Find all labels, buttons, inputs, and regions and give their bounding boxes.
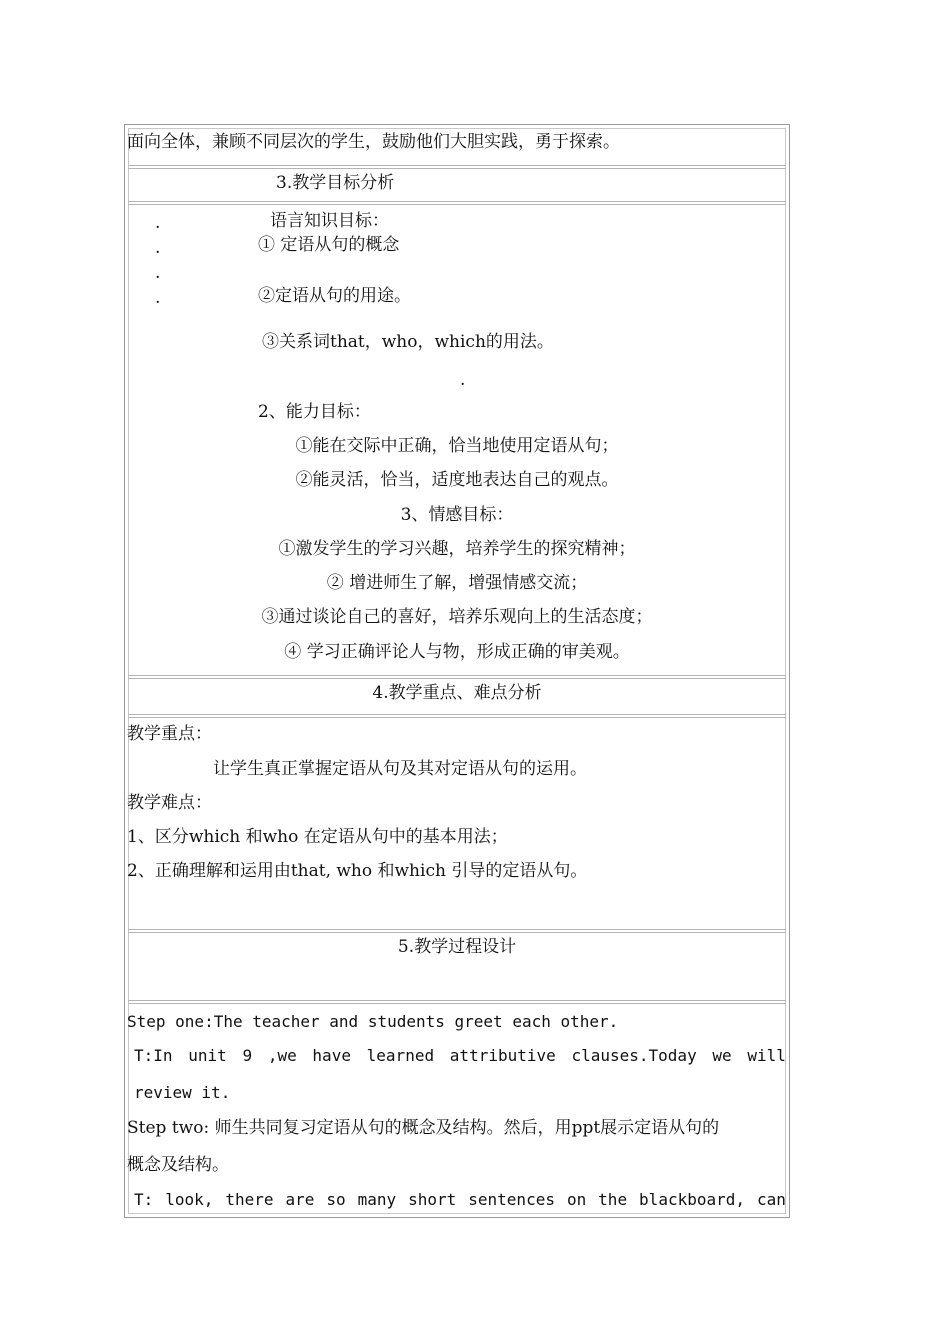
- row-divider: [128, 929, 786, 933]
- emotion-objective-item: ①激发学生的学习兴趣，培养学生的探究精神；: [278, 539, 636, 559]
- word: on: [566, 1190, 587, 1209]
- emotion-objective-item: ④ 学习正确评论人与物，形成正确的审美观。: [284, 642, 630, 662]
- word: T:In: [134, 1046, 173, 1065]
- list-bullet: .: [155, 238, 161, 258]
- word: can: [756, 1190, 786, 1209]
- word: unit: [188, 1046, 227, 1065]
- emotion-objective-title: 3、情感目标：: [400, 505, 514, 525]
- difficult-point-title: 教学难点：: [127, 793, 212, 813]
- row-divider: [128, 1000, 786, 1004]
- word: learned: [366, 1046, 435, 1065]
- word: so: [326, 1190, 346, 1209]
- emotion-objective-item: ③通过谈论自己的喜好，培养乐观向上的生活态度；: [261, 607, 653, 627]
- section4-heading: 4.教学重点、难点分析: [372, 683, 542, 703]
- row-divider: [128, 675, 786, 679]
- word: will: [747, 1046, 786, 1065]
- step-two-line: Step two: 师生共同复习定语从句的概念及结构。然后，用ppt展示定语从句的: [127, 1118, 720, 1138]
- word: ,we: [267, 1046, 297, 1065]
- step-two-text: [127, 1117, 719, 1139]
- emotion-objective-item: ② 增进师生了解，增强情感交流；: [326, 573, 588, 593]
- word: sentences: [468, 1190, 555, 1209]
- difficult-point-item: 2、正确理解和运用由that, who 和which 引导的定语从句。: [127, 861, 588, 881]
- word: short: [408, 1190, 457, 1209]
- difficult-point-item: 1、区分which 和who 在定语从句中的基本用法；: [127, 827, 508, 847]
- teacher-line-1: [134, 1045, 786, 1067]
- word: T:: [134, 1190, 154, 1209]
- intro-text: 面向全体，兼顾不同层次的学生，鼓励他们大胆实践，勇于探索。: [127, 132, 620, 152]
- ability-objective-title: 2、能力目标：: [258, 402, 371, 422]
- section3-heading: 3.教学目标分析: [276, 173, 395, 193]
- section5-heading: 5.教学过程设计: [397, 937, 517, 957]
- word: the: [598, 1190, 628, 1209]
- word: have: [312, 1046, 351, 1065]
- row-divider: [128, 165, 786, 169]
- row-divider: [128, 201, 786, 205]
- key-point-title: 教学重点：: [127, 724, 212, 744]
- center-dot: .: [460, 370, 466, 390]
- list-bullet: .: [155, 213, 161, 233]
- word: 9: [242, 1046, 253, 1065]
- list-bullet: .: [155, 288, 161, 308]
- word: look,: [165, 1190, 214, 1209]
- lang-objective-title: 语言知识目标：: [270, 211, 389, 231]
- row-divider: [128, 714, 786, 718]
- word: clauses.Today: [571, 1046, 697, 1065]
- ability-objective-item: ②能灵活，恰当，适度地表达自己的观点。: [295, 470, 619, 490]
- word: there: [225, 1190, 274, 1209]
- key-point-text: 让学生真正掌握定语从句及其对定语从句的运用。: [213, 759, 587, 779]
- word: attributive: [449, 1046, 556, 1065]
- teacher-line-2: [134, 1189, 786, 1211]
- ability-objective-item: ①能在交际中正确，恰当地使用定语从句；: [295, 436, 619, 456]
- lang-objective-item: ②定语从句的用途。: [258, 286, 411, 306]
- lang-objective-item: ③关系词that，who，which的用法。: [262, 332, 554, 352]
- word: we: [712, 1046, 732, 1065]
- teacher-line-1-continued: review it.: [134, 1083, 231, 1102]
- word: are: [285, 1190, 315, 1209]
- step-two-text-continued: 概念及结构。: [127, 1155, 229, 1175]
- word: many: [357, 1190, 397, 1209]
- list-bullet: .: [155, 263, 161, 283]
- lang-objective-item: ① 定语从句的概念: [258, 235, 400, 255]
- word: blackboard,: [639, 1190, 746, 1209]
- step-one-text: Step one:The teacher and students greet each other.: [127, 1012, 619, 1031]
